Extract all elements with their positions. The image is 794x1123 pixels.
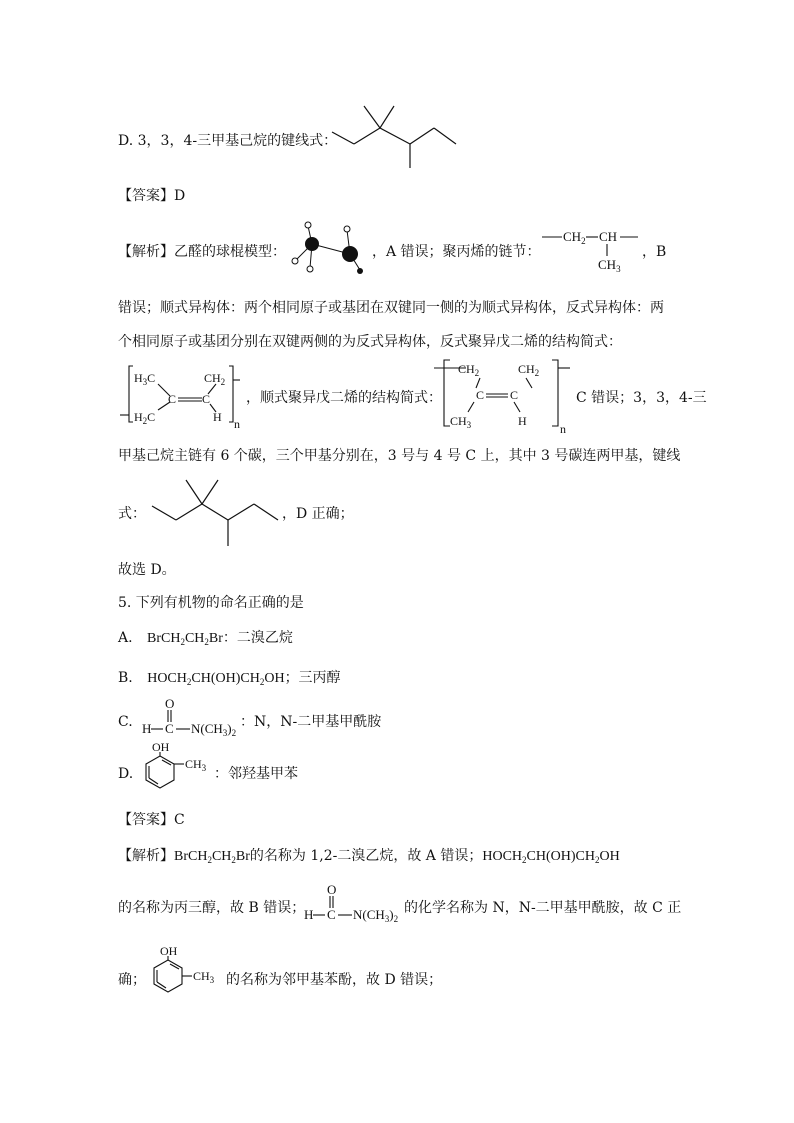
q5-option-c-name: ：N，N-二甲基甲酰胺 (240, 714, 382, 730)
q4-expl-part3: ，B (642, 244, 667, 260)
q5-answer: 【答案】C (118, 812, 185, 828)
q5-option-b: B. $HOCH_2CH(OH)CH_2OH$；三丙醇 (118, 670, 341, 687)
option-d-text: D. 3，3，4-三甲基己烷的键线式： (118, 133, 338, 149)
polypropylene-unit: $CH_2$ CH $CH_3$ (563, 229, 621, 274)
q5-stem: 5. 下列有机物的命名正确的是 (118, 595, 304, 611)
cis-polyisoprene-structure: $CH_2$ $CH_2$ C C $CH_3$ H n (432, 356, 574, 436)
q5-expl-line2-a: 的名称为丙三醇，故 B 错误； (118, 900, 306, 916)
q4-expl-part1: 【解析】乙醛的球棍模型： (118, 244, 286, 260)
q5-expl-line1: 【解析】$BrCH_2CH_2Br$的名称为 1,2-二溴乙烷，故 A 错误；$HOCH_2CH(OH)CH_2OH$ (118, 848, 620, 865)
q4-expl-line4-end: C 错误；3，3，4-三 (576, 390, 707, 406)
q4-answer: 【答案】D (118, 188, 186, 204)
q4-expl-line4-mid: ，顺式聚异戊二烯的结构简式： (246, 390, 442, 406)
q5-expl-line3-b: 的名称为邻甲基苯酚，故 D 错误； (226, 972, 443, 988)
dmf-structure-expl: O H C $N(CH_3)_2$ (304, 882, 399, 924)
o-cresol-structure-option-d: OH $CH_3$ (140, 740, 230, 794)
skeletal-formula-334-trimethylhexane-expl (150, 478, 282, 546)
q5-option-a: A. $BrCH_2CH_2Br$：二溴乙烷 (118, 630, 293, 647)
o-cresol-structure-expl: OH $CH_3$ (148, 944, 238, 1000)
q4-expl-part2: ，A 错误；聚丙烯的链节： (372, 244, 541, 260)
q5-option-d-label: D. (118, 766, 134, 782)
q5-expl-line3-a: 确； (118, 972, 146, 988)
q4-conclusion: 故选 D。 (118, 562, 176, 578)
q4-expl-line2: 错误；顺式异构体：两个相同原子或基团在双键同一侧的为顺式异构体，反式异构体：两 (118, 300, 664, 316)
q4-expl-line5: 甲基己烷主链有 6 个碳，三个甲基分别在，3 号与 4 号 C 上，其中 3 号碳连两甲基，键线 (118, 448, 681, 464)
trans-polyisoprene-structure: $H_3C$ $CH_2$ C C $H_2C$ H n (118, 362, 248, 432)
skeletal-formula-334-trimethylhexane (330, 104, 460, 168)
q4-expl-line6-a: 式： (118, 506, 146, 522)
acetaldehyde-ball-stick-model (290, 220, 372, 276)
q4-expl-line6-b: ，D 正确； (282, 506, 354, 522)
q5-expl-line2-b: 的化学名称为 N，N-二甲基甲酰胺，故 C 正 (404, 900, 682, 916)
dmf-structure-option-c: O H C $N(CH_3)_2$ (142, 696, 237, 738)
q5-option-d-name: ：邻羟基甲苯 (214, 766, 298, 782)
q4-expl-line3: 个相同原子或基团分别在双键两侧的为反式异构体，反式聚异戊二烯的结构简式： (118, 334, 622, 350)
q5-option-c-label: C. (118, 714, 133, 730)
